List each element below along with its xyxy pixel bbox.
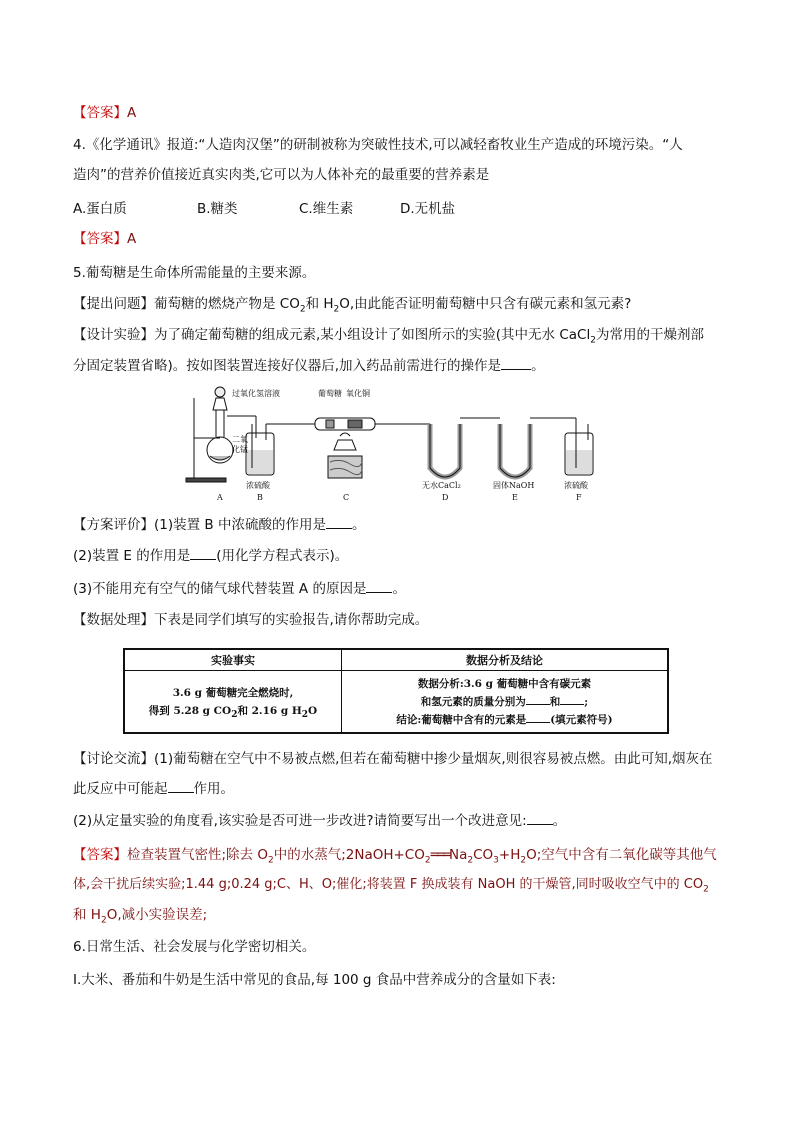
label-mno2-2: 化锰 xyxy=(232,445,248,454)
section-tag: 【数据处理】 xyxy=(73,612,154,628)
table-header-fact: 实验事实 xyxy=(124,649,342,671)
letter-c: C xyxy=(343,493,350,502)
u-tube-e xyxy=(500,424,530,477)
letter-a: A xyxy=(217,493,223,502)
q6-stem: 6.日常生活、社会发展与化学密切相关。 xyxy=(73,939,316,955)
letter-b: B xyxy=(257,493,263,502)
q5-answer-line1: 【答案】检查装置气密性;除去 $O_2$中的水蒸气$;2NaOH+CO_2═══Na_2CO_3+H_2O$;空气中含有二氧化碳等其他气 xyxy=(73,847,717,866)
label-e-reagent: 固体NaOH xyxy=(493,481,535,490)
q5-answer-line3: 和 $H_2O$,减小实验误差; xyxy=(73,907,208,926)
q5-design-line2: 分固定装置省略)。按如图装置连接好仪器后,加入药品前需进行的操作是 。 xyxy=(73,358,545,374)
answer-tag: 【答案】 xyxy=(73,847,127,863)
equals-sign: ═══ xyxy=(430,847,449,863)
section-tag: 【方案评价】 xyxy=(73,517,154,533)
answer-blank xyxy=(366,580,392,593)
q5-design-line1: 【设计实验】为了确定葡萄糖的组成元素,某小组设计了如图所示的实验(其中无水 CaCl$_2$为常用的干燥剂部 xyxy=(73,327,704,346)
u-tube-d xyxy=(430,424,460,477)
q5-eval-1: 【方案评价】(1)装置 B 中浓硫酸的作用是 。 xyxy=(73,517,366,533)
option-b: B.糖类 xyxy=(197,201,238,217)
q3-answer xyxy=(73,104,136,122)
answer-blank xyxy=(526,694,550,705)
table-cell-fact: 3.6 g 葡萄糖完全燃烧时, 得到 5.28 g $CO_2$和 2.16 g $H_2O$ xyxy=(124,671,342,734)
table-header-analysis: 数据分析及结论 xyxy=(342,649,669,671)
label-mno2-1: 二氧 xyxy=(232,435,248,444)
answer-blank xyxy=(168,780,194,793)
table-cell-analysis: 数据分析:3.6 g 葡萄糖中含有碳元素 和氢元素的质量分别为 和 ; 结论:葡萄糖中含有的元素是 (填元素符号) xyxy=(342,671,669,734)
letter-e: E xyxy=(512,493,518,502)
label-glucose: 葡萄糖 xyxy=(318,389,342,398)
answer-blank xyxy=(326,516,352,529)
answer-value: A xyxy=(127,105,137,121)
label-d-reagent: 无水CaCl₂ xyxy=(422,481,461,490)
report-table xyxy=(123,648,669,734)
answer-blank xyxy=(190,547,216,560)
option-d: D.无机盐 xyxy=(400,201,456,217)
letter-d: D xyxy=(442,493,449,502)
q5-discussion-1: 【讨论交流】(1)葡萄糖在空气中不易被点燃,但若在葡萄糖中掺少量烟灰,则很容易被点燃。由此可知,烟灰在 xyxy=(73,751,713,767)
answer-tag: 【答案】 xyxy=(73,231,127,247)
label-cuo: 氧化铜 xyxy=(346,389,370,398)
label-f-reagent: 浓硫酸 xyxy=(564,481,588,490)
answer-blank xyxy=(501,357,531,370)
q5-eval-2: (2)装置 E 的作用是 (用化学方程式表示)。 xyxy=(73,548,349,564)
q5-answer-line2: 体,会干扰后续实验;1.44 g;0.24 g;C、H、O;催化;将装置 F 换成装有 NaOH 的干燥管,同时吸收空气中的 $CO_2$ xyxy=(73,877,709,895)
q5-stem: 5.葡萄糖是生命体所需能量的主要来源。 xyxy=(73,265,316,281)
option-a: A.蛋白质 xyxy=(73,201,127,217)
answer-blank xyxy=(527,812,553,825)
answer-value: A xyxy=(127,231,137,247)
answer-blank xyxy=(526,712,550,723)
tube-c xyxy=(315,418,375,430)
q5-discussion-1b: 此反应中可能起 作用。 xyxy=(73,781,234,797)
label-b-reagent: 浓硫酸 xyxy=(246,481,270,490)
q4-stem-line1: 4.《化学通讯》报道:“人造肉汉堡”的研制被称为突破性技术,可以减轻畜牧业生产造成的环境污染。“人 xyxy=(73,137,683,153)
q5-data: 【数据处理】下表是同学们填写的实验报告,请你帮助完成。 xyxy=(73,612,429,628)
q6-sub1: Ⅰ.大米、番茄和牛奶是生活中常见的食品,每 100 g 食品中营养成分的含量如下表: xyxy=(73,972,556,988)
q4-options xyxy=(73,200,673,218)
q4-stem-line2: 造肉”的营养价值接近真实肉类,它可以为人体补充的最重要的营养素是 xyxy=(73,167,490,183)
label-h2o2: 过氧化氢溶液 xyxy=(232,389,280,398)
option-c: C.维生素 xyxy=(299,201,354,217)
section-tag: 【讨论交流】 xyxy=(73,751,154,767)
answer-blank xyxy=(560,694,584,705)
q5-eval-3: (3)不能用充有空气的储气球代替装置 A 的原因是 。 xyxy=(73,581,406,597)
dropping-funnel xyxy=(213,398,227,410)
stand-base xyxy=(186,478,226,482)
q5-question: 【提出问题】葡萄糖的燃烧产物是 $CO_2$和 $H_2O$,由此能否证明葡萄糖中只含有碳元素和氢元素? xyxy=(73,296,632,315)
q5-discussion-2: (2)从定量实验的角度看,该实验是否可进一步改进?请简要写出一个改进意见: 。 xyxy=(73,813,567,829)
apparatus-figure xyxy=(180,378,610,503)
section-tag: 【设计实验】 xyxy=(73,327,154,343)
letter-f: F xyxy=(576,493,582,502)
q4-answer xyxy=(73,230,136,248)
answer-tag: 【答案】 xyxy=(73,105,127,121)
burner xyxy=(334,440,356,450)
section-tag: 【提出问题】 xyxy=(73,296,154,312)
